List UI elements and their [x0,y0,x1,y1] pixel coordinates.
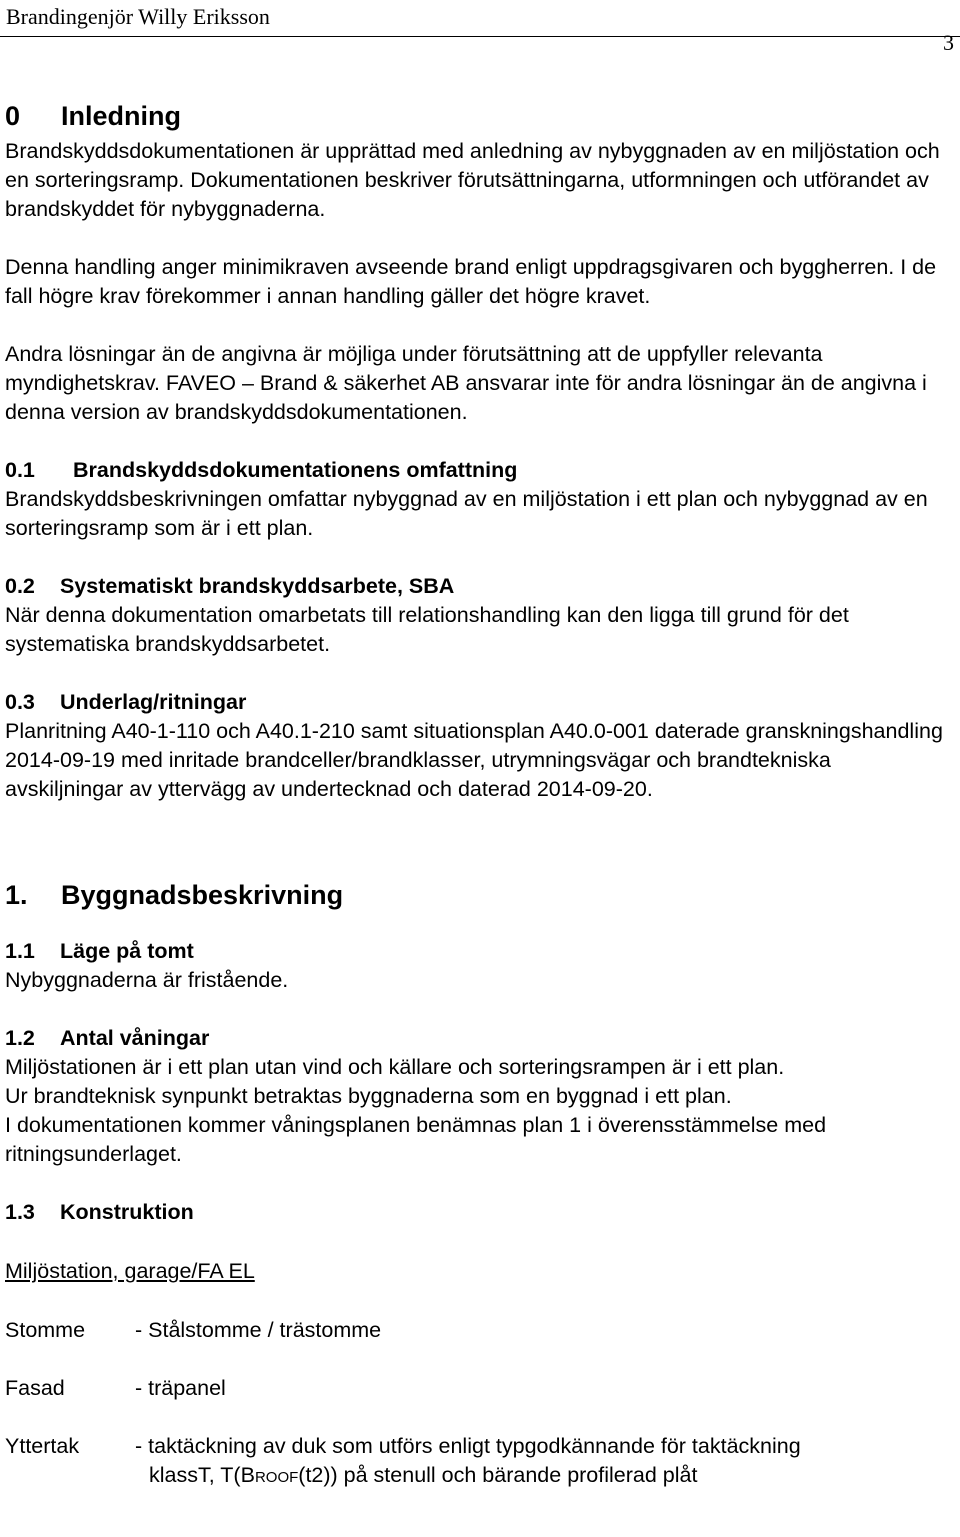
page-header [0,0,960,55]
heading-title: Underlag/ritningar [60,690,247,714]
paragraph: Brandskyddsdokumentationen är upprättad med anledning av nybyggnaden av en miljöstation och en sorteringsramp. Dokumentationen beskriver förutsättningarna, utformningen och utförandet av brandskyddet för nybyggnaderna. [5,139,940,221]
heading-title: Inledning [61,101,181,131]
heading-0-3 [5,688,955,717]
row-value-line: - taktäckning av duk som utförs enligt typgodkännande för taktäckning [135,1434,801,1458]
construction-row-stomme [5,1316,955,1345]
heading-0-1 [5,456,955,485]
heading-0-2 [5,572,955,601]
paragraph: När denna dokumentation omarbetats till relationshandling kan den ligga till grund för det systematiska brandskyddsarbetet. [5,603,849,656]
header-author: Brandingenjör Willy Eriksson [6,4,270,29]
row-value: - träpanel [135,1376,226,1400]
heading-number: 1. [5,880,28,910]
heading-number: 0.3 [5,690,35,714]
heading-number: 1.2 [5,1026,35,1050]
row-label: Stomme [5,1318,86,1342]
paragraph: Brandskyddsbeskrivningen omfattar nybyggnad av en miljöstation i ett plan och nybyggnad av en sorteringsramp som är i ett plan. [5,487,928,540]
roof-class-text-end: (t2)) på stenull och bärande profilerad plåt [298,1463,698,1487]
paragraph-line: I dokumentationen kommer våningsplanen benämnas plan 1 i överensstämmelse med ritningsunderlaget. [5,1113,827,1166]
document-body [5,100,955,1492]
row-label: Yttertak [5,1434,80,1458]
row-label: Fasad [5,1376,65,1400]
page-number: 3 [943,30,954,55]
heading-number: 0.1 [5,458,35,482]
heading-number: 0.2 [5,574,35,598]
construction-row-fasad [5,1374,955,1403]
paragraph: Andra lösningar än de angivna är möjliga under förutsättning att de uppfyller relevanta myndighetskrav. FAVEO – Brand & säkerhet AB ansvarar inte för andra lösningar än de angivna i denna version av brandskyddsdokumentationen. [5,342,927,424]
subsection-title: Miljöstation, garage/FA EL [5,1259,255,1283]
row-value [135,1432,955,1492]
heading-title: Konstruktion [60,1200,194,1224]
heading-1-3 [5,1198,955,1227]
row-value-continuation [135,1463,697,1487]
heading-1-2 [5,1024,955,1053]
heading-title: Brandskyddsdokumentationens omfattning [73,458,518,482]
heading-title: Läge på tomt [60,939,194,963]
heading-1-1 [5,937,955,966]
row-value: - Stålstomme / trästomme [135,1318,382,1342]
heading-0 [5,100,955,132]
heading-title: Byggnadsbeskrivning [61,880,344,910]
paragraph: Nybyggnaderna är fristående. [5,968,289,992]
roof-class-text: klassT, T(B [149,1463,255,1487]
paragraph: Planritning A40-1-110 och A40.1-210 samt situationsplan A40.0-001 daterade granskningshandling 2014-09-19 med inritade brandceller/brandklasser, utrymningsvägar och brandtekniska avskiljningar av yttervägg av undertecknad och daterad 2014-09-20. [5,719,943,801]
heading-number: 1.1 [5,939,35,963]
paragraph-line: Ur brandteknisk synpunkt betraktas byggnaderna som en byggnad i ett plan. [5,1084,732,1108]
paragraph: Denna handling anger minimikraven avseende brand enligt uppdragsgivaren och byggherren. I de fall högre krav förekommer i annan handling gäller det högre kravet. [5,255,937,308]
construction-row-yttertak [5,1432,955,1492]
heading-title: Systematiskt brandskyddsarbete, SBA [60,574,455,598]
heading-1 [5,879,955,911]
heading-title: Antal våningar [60,1026,210,1050]
heading-number: 0 [5,101,21,131]
paragraph-line: Miljöstationen är i ett plan utan vind och källare och sorteringsrampen är i ett plan. [5,1055,785,1079]
roof-class-smallcaps: ROOF [254,1469,299,1486]
heading-number: 1.3 [5,1200,35,1224]
